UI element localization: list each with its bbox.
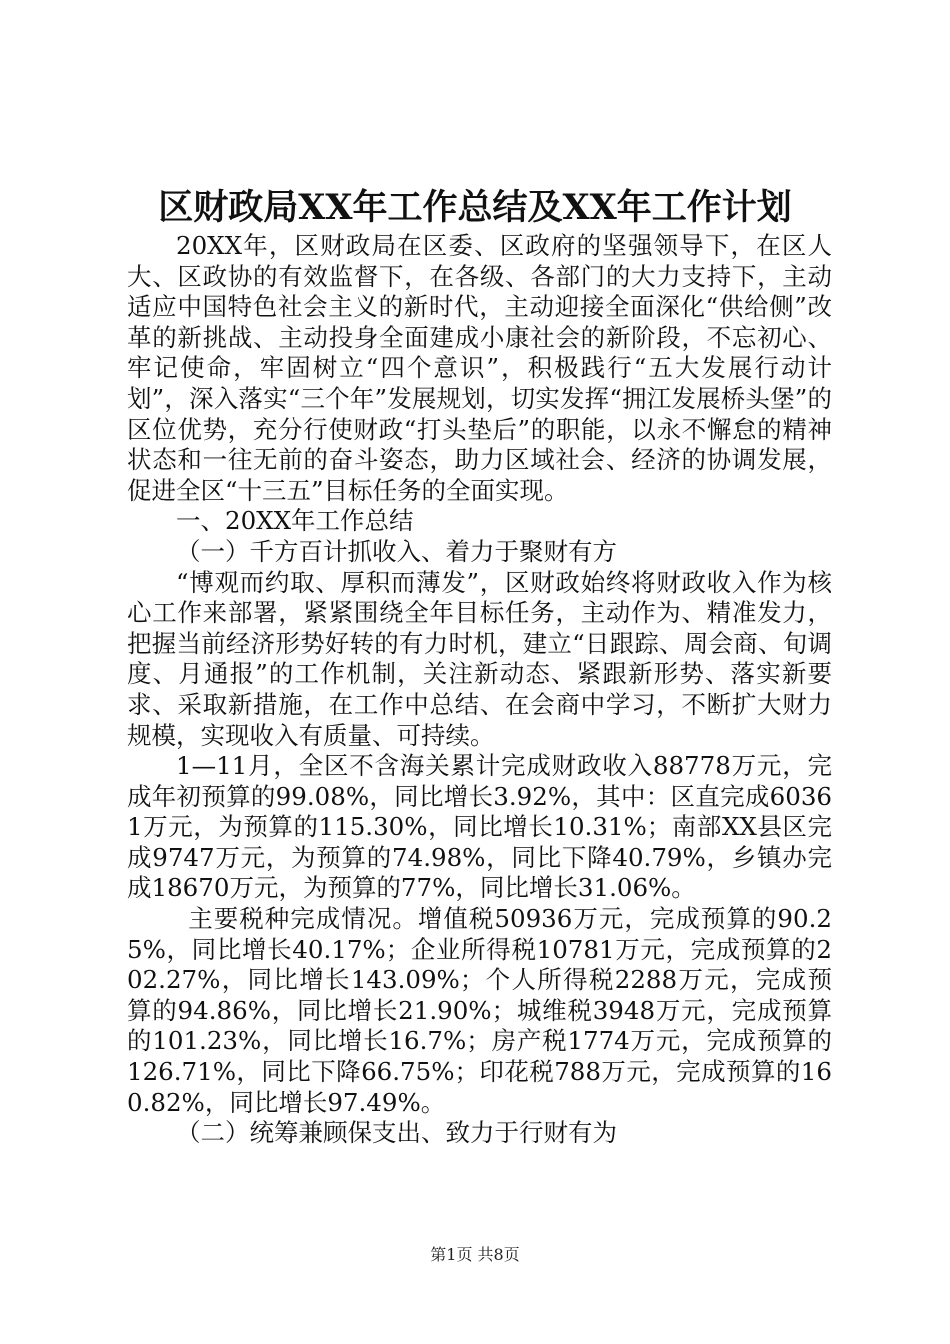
section-heading-summary: 一、20XX年工作总结 — [176, 506, 414, 536]
subsection-heading-revenue: （一）千方百计抓收入、着力于聚财有方 — [176, 536, 617, 566]
document-body — [127, 231, 832, 1149]
revenue-paragraph: “博观而约取、厚积而薄发”，区财政始终将财政收入作为核心工作来部署，紧紧围绕全年目标任务，主动作为、精准发力，把握当前经济形势好转的有力时机，建立“日跟踪、周会商、旬调度、月通报”的工作机制，关注新动态、紧跟新形势、落实新要求、采取新措施，在工作中总结、在会商中学习，不断扩大财力规模，实现收入有质量、可持续。 — [127, 567, 832, 750]
intro-paragraph: 20XX年，区财政局在区委、区政府的坚强领导下，在区人大、区政协的有效监督下，在各级、各部门的大力支持下，主动适应中国特色社会主义的新时代，主动迎接全面深化“供给侧”改革的新挑战、主动投身全面建成小康社会的新阶段，不忘初心、牢记使命，牢固树立“四个意识”，积极践行“五大发展行动计划”，深入落实“三个年”发展规划，切实发挥“拥江发展桥头堡”的区位优势，充分行使财政“打头垫后”的职能，以永不懈怠的精神状态和一往无前的奋斗姿态，助力区域社会、经济的协调发展，促进全区“十三五”目标任务的全面实现。 — [127, 231, 832, 505]
document-title: 区财政局XX年工作总结及XX年工作计划 — [158, 187, 792, 228]
subsection-heading-expenditure: （二）统筹兼顾保支出、致力于行财有为 — [176, 1118, 617, 1148]
tax-figures-paragraph: 主要税种完成情况。增值税50936万元，完成预算的90.25%，同比增长40.17%；企业所得税10781万元，完成预算的202.27%，同比增长143.09%；个人所得税2288万元，完成预算的94.86%，同比增长21.90%；城维税3948万元，完成预算的101.23%，同比增长16.7%；房产税1774万元，完成预算的126.71%，同比下降66.75%；印花税788万元，完成预算的160.82%，同比增长97.49%。 — [127, 904, 832, 1117]
page-footer: 第1页 共8页 — [430, 1245, 520, 1264]
revenue-figures-paragraph: 1—11月，全区不含海关累计完成财政收入88778万元，完成年初预算的99.08%，同比增长3.92%，其中：区直完成60361万元，为预算的115.30%，同比增长10.31%；南部XX县区完成9747万元，为预算的74.98%，同比下降40.79%，乡镇办完成18670万元，为预算的77%，同比增长31.06%。 — [127, 751, 832, 903]
